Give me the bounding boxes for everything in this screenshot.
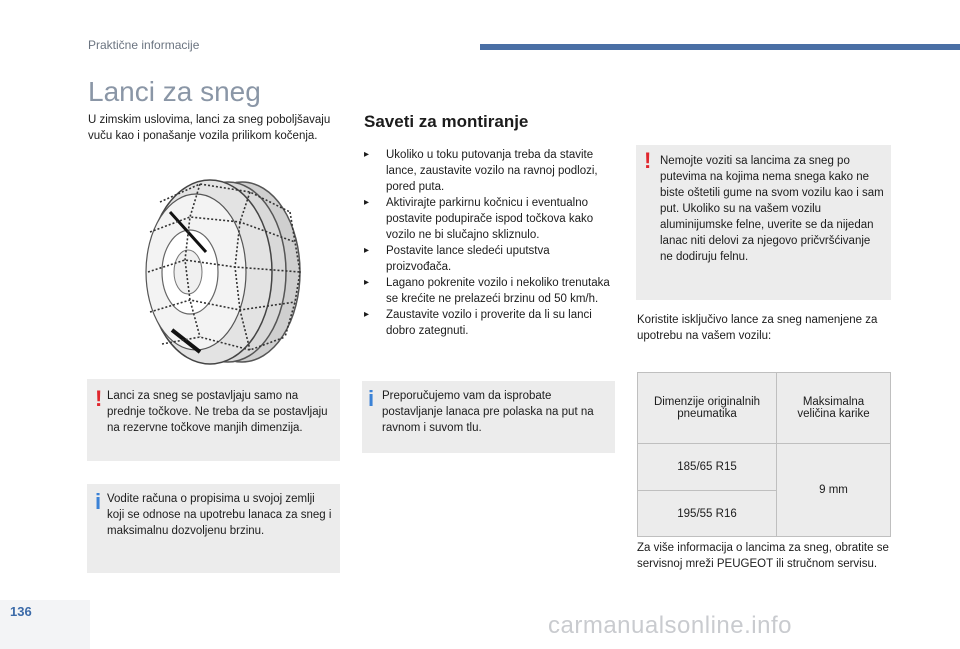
list-item: ▸ Postavite lance sledeći uputstva proizvođača.: [364, 245, 550, 273]
info-note-regulations: [87, 484, 340, 573]
header-accent-bar: [480, 44, 960, 50]
info-icon: i: [95, 489, 102, 514]
table-cell: 185/65 R15: [638, 444, 777, 491]
note-text: Vodite računa o propisima u svojoj zemlji koji se odnose na upotrebu lanaca za sneg i maksimalnu dozvoljenu brzinu.: [107, 493, 332, 537]
arrow-bullet-icon: ▸: [364, 197, 370, 208]
chain-size-table: [637, 372, 891, 537]
table-header: Dimenzije originalnih pneumatika: [638, 373, 777, 444]
warning-note-no-snow: [636, 145, 891, 300]
section-header: Praktične informacije: [88, 38, 200, 52]
info-icon: i: [368, 386, 375, 411]
watermark: carmanualsonline.info: [548, 612, 792, 639]
arrow-bullet-icon: ▸: [364, 149, 370, 160]
list-item: ▸ Ukoliko u toku putovanja treba da stavite lance, zaustavite vozilo na ravnoj podlozi, pored puta.: [364, 149, 598, 193]
arrow-bullet-icon: ▸: [364, 309, 370, 320]
use-only-text: Koristite isključivo lance za sneg namenjene za upotrebu na vašem vozilu:: [637, 314, 878, 342]
page-title: Lanci za sneg: [88, 76, 261, 107]
arrow-bullet-icon: ▸: [364, 245, 370, 256]
note-text: Lanci za sneg se postavljaju samo na prednje točkove. Ne treba da se postavljaju na rezervne točkove manjih dimenzija.: [107, 390, 328, 434]
list-item: ▸ Aktivirajte parkirnu kočnicu i eventualno postavite podupirače ispod točkova kako vozilo ne bi slučajno skliznulo.: [364, 197, 594, 241]
info-note-test-fitting: [362, 381, 615, 453]
warning-icon: !: [95, 386, 103, 411]
fitting-steps-list: [364, 147, 614, 339]
table-cell: 195/55 R16: [638, 491, 777, 537]
note-text: Preporučujemo vam da isprobate postavljanje lanaca pre polaska na put na ravnom i suvom tlu.: [382, 390, 594, 434]
table-cell: 9 mm: [777, 444, 891, 537]
snow-chain-tire-illustration: [130, 172, 310, 372]
intro-text: U zimskim uslovima, lanci za sneg poboljšavaju vuču kao i ponašanje vozila prilikom kočenja.: [88, 114, 331, 142]
table-header: Maksimalna veličina karike: [777, 373, 891, 444]
warning-icon: !: [644, 148, 652, 173]
fitting-heading: Saveti za montiranje: [364, 112, 529, 131]
note-text: Nemojte voziti sa lancima za sneg po putevima na kojima nema snega kako ne biste oštetili gume na svom vozilu kao i sam put. Ukoliko su na vašem vozilu aluminijumske felne, uverite se da nijedan lanac niti delovi za njegovo pričvršćivanje ne dodiruju felnu.: [660, 155, 884, 263]
warning-note-front-wheels: [87, 379, 340, 461]
more-info-text: Za više informacija o lancima za sneg, obratite se servisnoj mreži PEUGEOT ili stručnom servisu.: [637, 542, 889, 570]
list-item: ▸ Lagano pokrenite vozilo i nekoliko trenutaka se krećite ne prelazeći brzinu od 50 km/h.: [364, 277, 610, 305]
page-number: 136: [10, 604, 32, 619]
arrow-bullet-icon: ▸: [364, 277, 370, 288]
list-item: ▸ Zaustavite vozilo i proverite da li su lanci dobro zategnuti.: [364, 309, 592, 337]
